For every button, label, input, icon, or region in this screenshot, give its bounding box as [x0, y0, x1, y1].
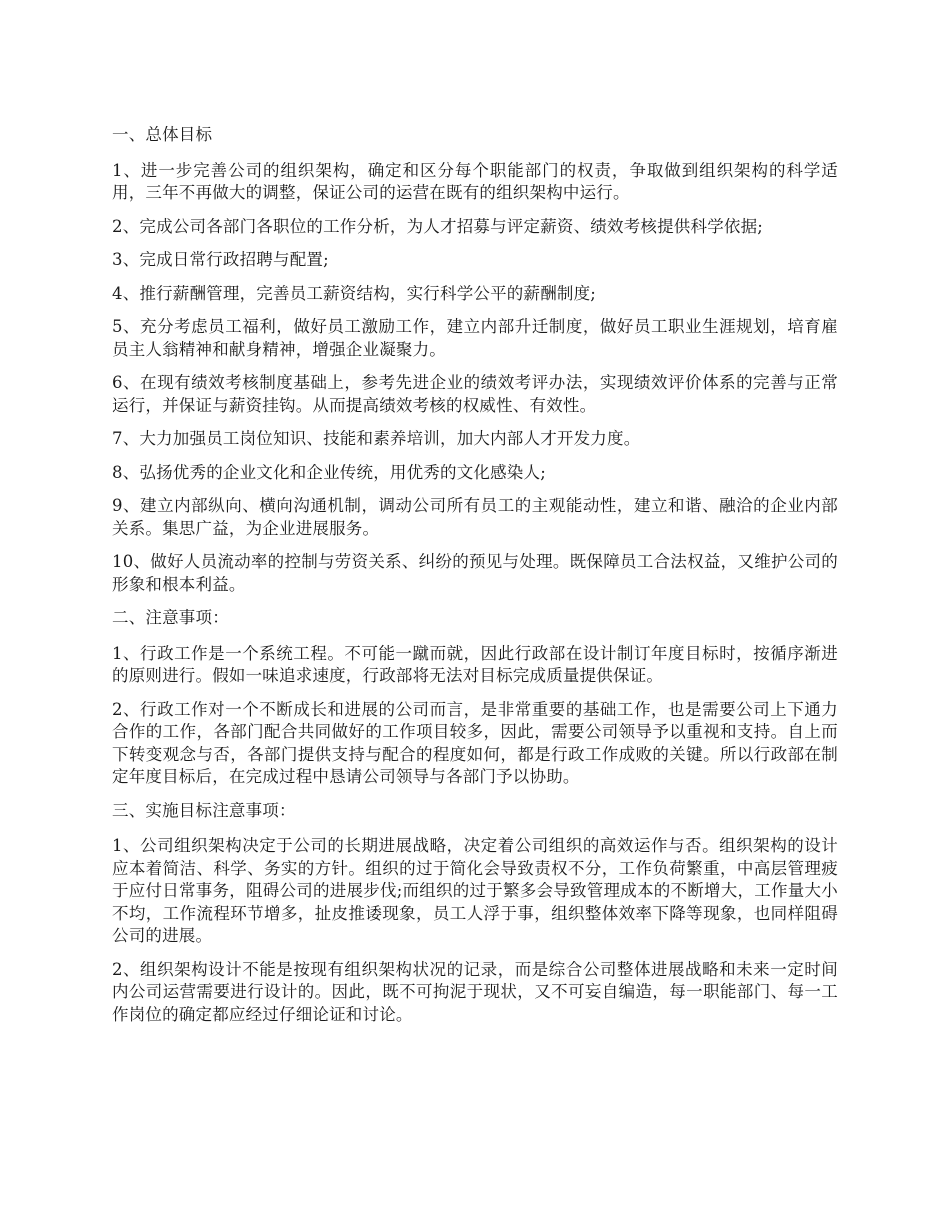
goal-item-9: 9、建立内部纵向、横向沟通机制，调动公司所有员工的主观能动性，建立和谐、融洽的企业内部关系。集思广益，为企业进展服务。	[112, 496, 838, 538]
note-item-2: 2、行政工作对一个不断成长和进展的公司而言，是非常重要的基础工作，也是需要公司上下通力合作的工作，各部门配合共同做好的工作项目较多，因此，需要公司领导予以重视和支持。自上而下转变观念与否，各部门提供支持与配合的程度如何，都是行政工作成败的关键。所以行政部在制定年度目标后，在完成过程中恳请公司领导与各部门予以协助。	[112, 699, 838, 786]
goal-item-4: 4、推行薪酬管理，完善员工薪资结构，实行科学公平的薪酬制度;	[112, 283, 597, 303]
section-heading-notes: 二、注意事项：	[112, 608, 229, 627]
implementation-item-1: 1、公司组织架构决定于公司的长期进展战略，决定着公司组织的高效运作与否。组织架构的设计应本着简洁、科学、务实的方针。组织的过于简化会导致责权不分，工作负荷繁重，中高层管理疲于应付日常事务，阻碍公司的进展步伐;而组织的过于繁多会导致管理成本的不断增大，工作量大小不均，工作流程环节增多，扯皮推诿现象，员工人浮于事，组织整体效率下降等现象，也同样阻碍公司的进展。	[112, 836, 838, 945]
document-body	[112, 124, 838, 1026]
section-heading-implementation-notes: 三、实施目标注意事项：	[112, 800, 296, 820]
goal-item-10: 10、做好人员流动率的控制与劳资关系、纠纷的预见与处理。既保障员工合法权益，又维护公司的形象和根本利益。	[112, 552, 838, 594]
section-heading-overall-goals: 一、总体目标	[112, 125, 213, 144]
goal-item-7: 7、大力加强员工岗位知识、技能和素养培训，加大内部人才开发力度。	[112, 429, 641, 448]
goal-item-2: 2、完成公司各部门各职位的工作分析，为人才招募与评定薪资、绩效考核提供科学依据;	[112, 216, 764, 236]
goal-item-3: 3、完成日常行政招聘与配置;	[112, 250, 329, 269]
goal-item-5: 5、充分考虑员工福利，做好员工激励工作，建立内部升迁制度，做好员工职业生涯规划，培育雇员主人翁精神和献身精神，增强企业凝聚力。	[112, 317, 838, 359]
goal-item-8: 8、弘扬优秀的企业文化和企业传统，用优秀的文化感染人;	[112, 462, 546, 482]
note-item-1: 1、行政工作是一个系统工程。不可能一蹴而就，因此行政部在设计制订年度目标时，按循序渐进的原则进行。假如一味追求速度，行政部将无法对目标完成质量提供保证。	[112, 643, 838, 685]
implementation-item-2: 2、组织架构设计不能是按现有组织架构状况的记录，而是综合公司整体进展战略和未来一定时间内公司运营需要进行设计的。因此，既不可拘泥于现状，又不可妄自编造，每一职能部门、每一工作岗位的确定都应经过仔细论证和讨论。	[112, 959, 838, 1024]
goal-item-6: 6、在现有绩效考核制度基础上，参考先进企业的绩效考评办法，实现绩效评价体系的完善与正常运行，并保证与薪资挂钩。从而提高绩效考核的权威性、有效性。	[112, 373, 838, 415]
goal-item-1: 1、进一步完善公司的组织架构，确定和区分每个职能部门的权责，争取做到组织架构的科学适用，三年不再做大的调整，保证公司的运营在既有的组织架构中运行。	[112, 160, 838, 202]
